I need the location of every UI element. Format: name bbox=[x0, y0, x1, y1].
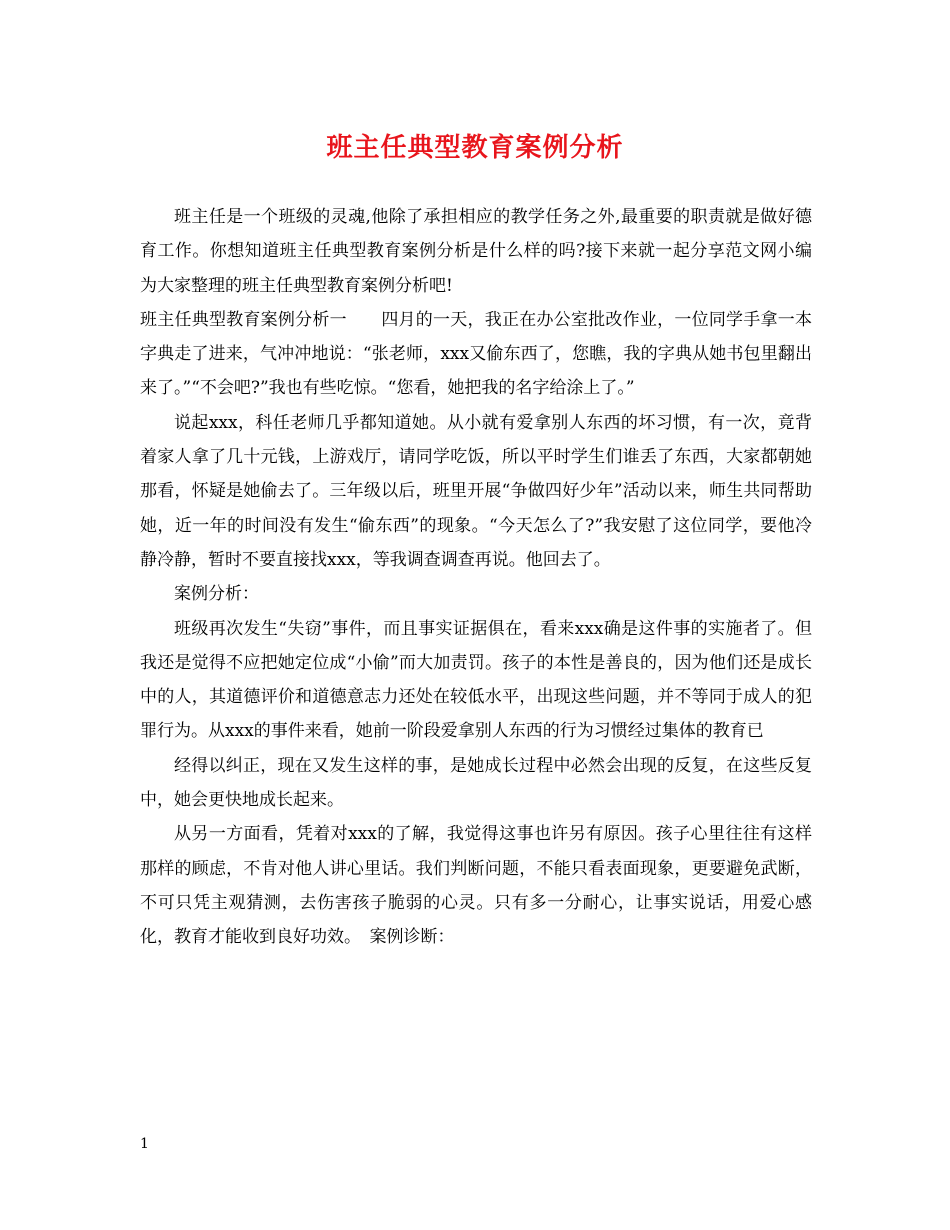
paragraph-background: 说起xxx，科任老师几乎都知道她。从小就有爱拿别人东西的坏习惯，有一次，竟背着家人拿了几十元钱，上游戏厅，请同学吃饭，所以平时学生们谁丢了东西，大家都朝她那看，怀疑是她偷去了。三年级以后，班里开展“争做四好少年”活动以来，师生共同帮助她，近一年的时间没有发生“偷东西”的现象。“今天怎么了?”我安慰了这位同学，要他冷静冷静，暂时不要直接找xxx，等我调查调查再说。他回去了。 bbox=[140, 412, 812, 570]
document-title: 班主任典型教育案例分析 bbox=[326, 133, 624, 163]
paragraph-analysis-three: 从另一方面看，凭着对xxx的了解，我觉得这事也许另有原因。孩子心里往往有这样那样的顾虑，不肯对他人讲心里话。我们判断问题，不能只看表面现象，更要避免武断，不可只凭主观猜测，去伤害孩子脆弱的心灵。只有多一分耐心，让事实说话，用爱心感化，教育才能收到良好功效。 案例诊断： bbox=[140, 824, 812, 948]
page-number: 1 bbox=[140, 1136, 149, 1152]
paragraph-analysis-one: 班级再次发生“失窃”事件，而且事实证据俱在，看来xxx确是这件事的实施者了。但我还是觉得不应把她定位成“小偷”而大加责罚。孩子的本性是善良的，因为他们还是成长中的人，其道德评价和道德意志力还处在较低水平，出现这些问题，并不等同于成人的犯罪行为。从xxx的事件来看，她前一阶段爱拿别人东西的行为习惯经过集体的教育已 bbox=[140, 618, 812, 742]
paragraph-intro: 班主任是一个班级的灵魂,他除了承担相应的教学任务之外,最重要的职责就是做好德育工作。你想知道班主任典型教育案例分析是什么样的吗?接下来就一起分享范文网小编为大家整理的班主任典型教育案例分析吧! bbox=[140, 207, 812, 296]
paragraph-analysis-heading: 案例分析： bbox=[174, 584, 259, 605]
paragraph-case-one: 班主任典型教育案例分析一 四月的一天，我正在办公室批改作业，一位同学手拿一本字典走了进来，气冲冲地说：“张老师，xxx又偷东西了，您瞧，我的字典从她书包里翻出来了。”“不会吧?”我也有些吃惊。“您看，她把我的名字给涂上了。” bbox=[140, 309, 812, 399]
document-body bbox=[140, 200, 812, 955]
paragraph-analysis-two: 经得以纠正，现在又发生这样的事，是她成长过程中必然会出现的反复，在这些反复中，她会更快地成长起来。 bbox=[140, 755, 812, 811]
